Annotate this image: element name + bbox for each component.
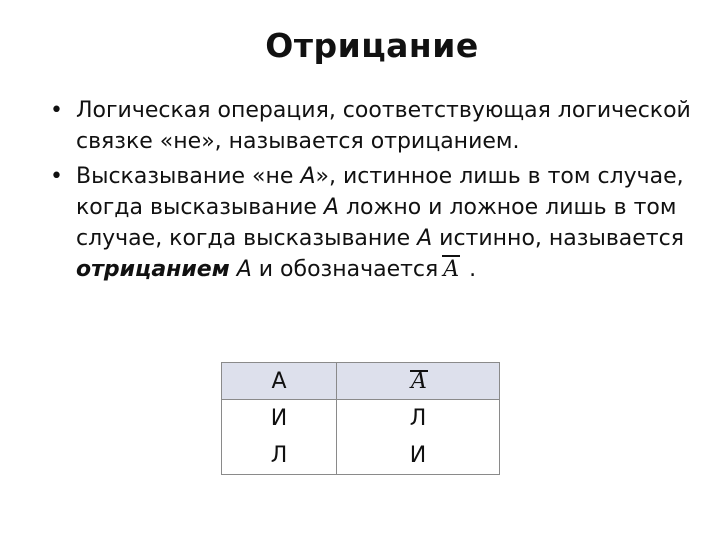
slide-title: Отрицание bbox=[265, 26, 479, 65]
truth-table bbox=[221, 362, 500, 475]
term-negation: отрицанием bbox=[76, 257, 230, 282]
bullet-text-part bbox=[230, 257, 237, 282]
bullet-text-part: . bbox=[462, 257, 477, 282]
negation-symbol: A bbox=[440, 254, 462, 285]
column-header-a: А bbox=[222, 363, 337, 400]
column-header-not-a bbox=[336, 363, 499, 400]
bullet-marker: • bbox=[50, 164, 63, 189]
bullet-list bbox=[50, 95, 700, 285]
variable-a: А bbox=[300, 164, 316, 189]
bullet-text-part: Высказывание «не bbox=[76, 164, 301, 189]
table-row bbox=[222, 400, 500, 438]
bullet-text-part: истинно, называется bbox=[432, 226, 684, 251]
table-cell: Л bbox=[222, 437, 337, 475]
table-cell: И bbox=[222, 400, 337, 438]
variable-a: А bbox=[417, 226, 433, 251]
negation-symbol: A bbox=[408, 369, 430, 394]
bullet-text: Логическая операция, соответствующая логической связке «не», называется отрицанием. bbox=[76, 98, 691, 154]
bullet-text-part: », истинное лишь в том случае, когда высказывание bbox=[76, 164, 684, 220]
variable-a: А bbox=[323, 195, 339, 220]
table-cell: И bbox=[336, 437, 499, 475]
bullet-item bbox=[50, 95, 700, 157]
table-row bbox=[222, 437, 500, 475]
bullet-marker: • bbox=[50, 98, 63, 123]
variable-a: А bbox=[236, 257, 252, 282]
bullet-item bbox=[50, 161, 700, 285]
table-header-row bbox=[222, 363, 500, 400]
bullet-text-part: и обозначается bbox=[251, 257, 439, 282]
table-cell: Л bbox=[336, 400, 499, 438]
bullet-text-part: ложно и ложное лишь в том случае, когда высказывание bbox=[76, 195, 677, 251]
